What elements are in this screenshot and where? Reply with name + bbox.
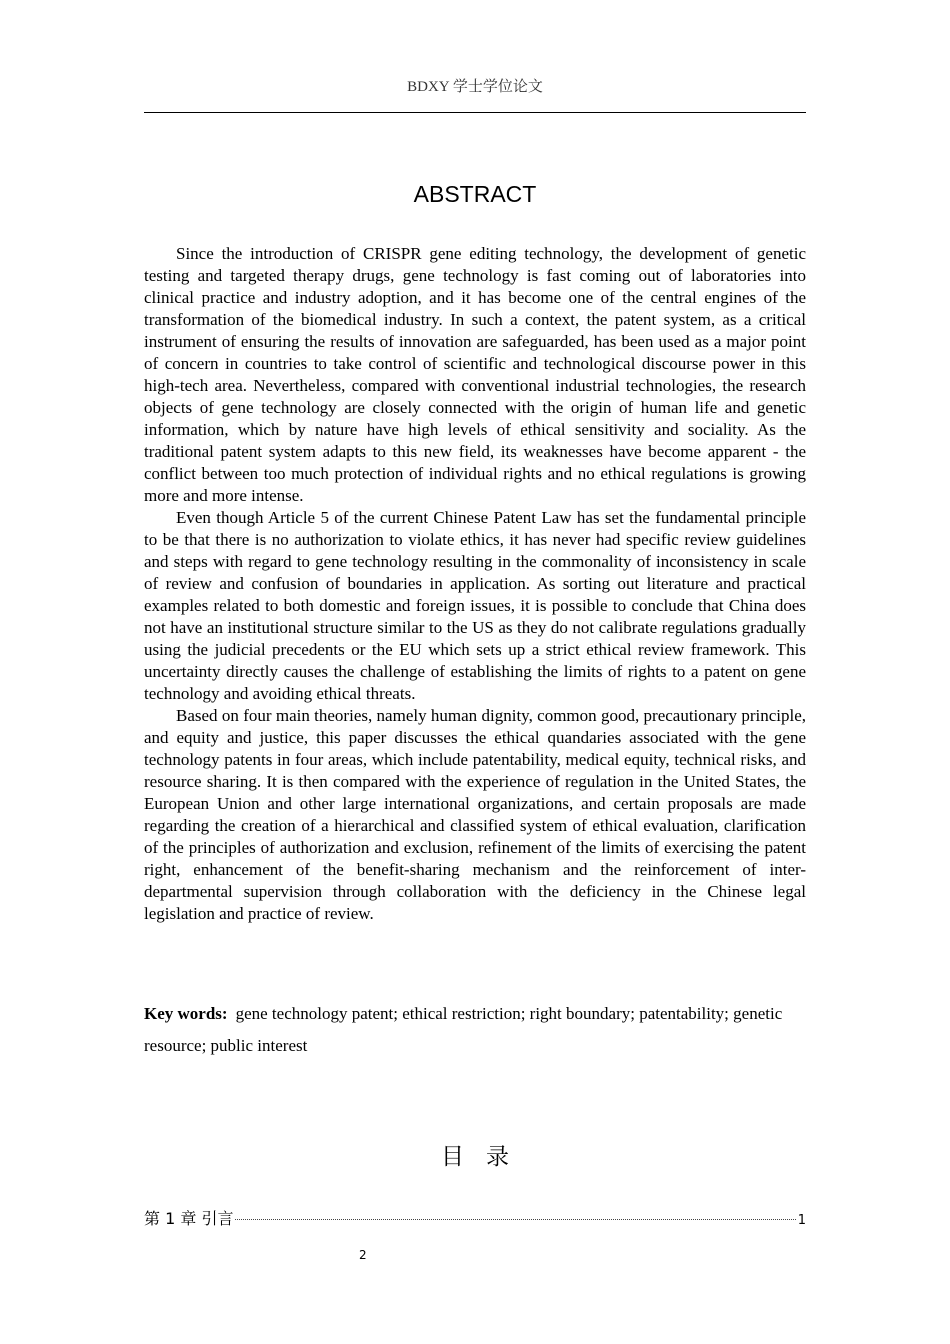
abstract-title: ABSTRACT: [413, 181, 537, 207]
keywords-label: Key words:: [144, 1004, 228, 1023]
header-divider: [144, 112, 806, 113]
abstract-paragraph: Even though Article 5 of the current Chinese Patent Law has set the fundamental principle to be that there is no authorization to violate ethics, it has never had specific review guidelines and steps with regard to gene technology resulting in the commonality of inconsistency in scale of review and confusion of boundaries in application. As sorting out literature and practical examples related to both domestic and foreign issues, it is possible to conclude that China does not have an institutional structure similar to the US as they do not calibrate regulations gradually using the judicial precedents or the EU which sets up a strict ethical review framework. This uncertainty directly causes the challenge of establishing the limits of rights to a patent on gene technology and avoiding ethical threats.: [144, 508, 806, 703]
page-number: 2: [359, 1248, 367, 1262]
toc-entry-title: 第 1 章 引言: [144, 1209, 234, 1228]
toc-leader-dots: [235, 1219, 795, 1220]
keywords: [144, 998, 806, 1062]
abstract-body: [144, 243, 806, 925]
toc-entry-page: 1: [797, 1213, 806, 1228]
toc-title: 目录: [441, 1144, 531, 1170]
abstract-paragraph: Since the introduction of CRISPR gene editing technology, the development of genetic testing and targeted therapy drugs, gene technology is fast coming out of laboratories into clinical practice and industry adoption, and it has become one of the central engines of the transformation of the biomedical industry. In such a context, the patent system, as a critical instrument of ensuring the results of innovation are safeguarded, has been used as a major point of concern in countries to take control of scientific and technological discourse power in this high-tech area. Nevertheless, compared with conventional industrial technologies, the research objects of gene technology are closely connected with the origin of human life and genetic information, which by nature have high levels of ethical sensitivity and sociality. As the traditional patent system adapts to this new field, its weaknesses have become apparent - the conflict between too much protection of individual rights and no ethical regulations is growing more and more intense.: [144, 244, 806, 505]
toc-entry[interactable]: [144, 1206, 806, 1229]
abstract-paragraph: Based on four main theories, namely human dignity, common good, precautionary principle, and equity and justice, this paper discusses the ethical quandaries associated with the gene technology patents in four areas, which include patentability, medical equity, technical risks, and resource sharing. It is then compared with the experience of regulation in the United States, the European Union and other large international organizations, and certain proposals are made regarding the creation of a hierarchical and classified system of ethical evaluation, clarification of the principles of authorization and exclusion, refinement of the limits of exercising the patent right, enhancement of the benefit-sharing mechanism and the reinforcement of inter-departmental supervision through collaboration with the deficiency in the Chinese legal legislation and practice of review.: [144, 706, 806, 923]
keywords-text: gene technology patent; ethical restriction; right boundary; patentability; genetic resource; public interest: [144, 1004, 783, 1055]
page-header: BDXY 学士学位论文: [407, 79, 543, 95]
